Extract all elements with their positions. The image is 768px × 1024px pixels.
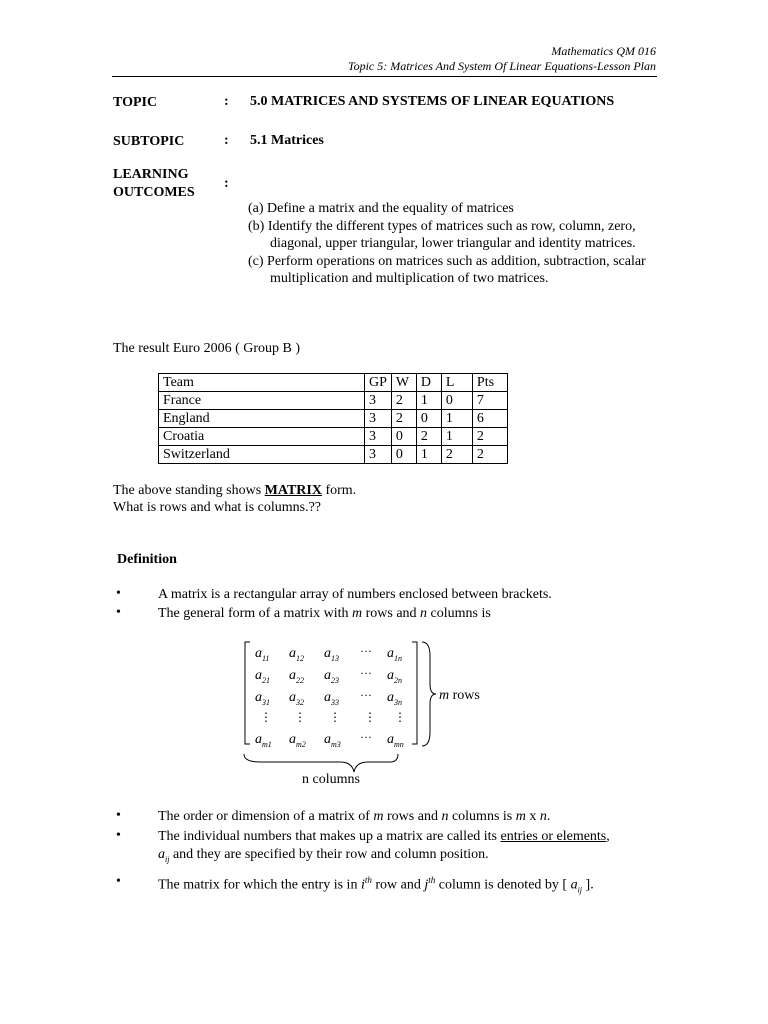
table-cell: 2 — [472, 446, 507, 464]
b2-m: m — [351, 606, 363, 621]
bullet-marker: • — [116, 586, 121, 601]
rows-columns-question: What is rows and what is columns.?? — [113, 500, 322, 515]
b5-text: ]. — [582, 877, 594, 893]
b5-a: a — [570, 877, 578, 893]
header-w: W — [391, 374, 416, 392]
table-cell: 1 — [441, 428, 472, 446]
table-cell: 0 — [391, 428, 416, 446]
table-cell: 3 — [365, 428, 392, 446]
matrix-hdots: ··· — [360, 644, 372, 658]
header-gp: GP — [365, 374, 392, 392]
b5-ij: ij — [577, 885, 583, 895]
b3-text: . — [546, 809, 551, 824]
bullet-1: A matrix is a rectangular array of numbers enclosed between brackets. — [158, 587, 552, 602]
outcome-b: (b) Identify the different types of matrices such as row, column, zero, diagonal, upper triangular, lower triangular and identity matrices. — [248, 218, 636, 251]
n-columns-label: n columns — [302, 772, 360, 787]
learning-label-line2: OUTCOMES — [113, 185, 195, 200]
matrix-vdots: ⋮ — [329, 710, 341, 724]
table-cell: 0 — [391, 446, 416, 464]
table-header-row — [159, 374, 508, 392]
table-cell: 6 — [472, 410, 507, 428]
b3-m: m — [373, 809, 384, 824]
matrix-entry: $a_{32}$ — [289, 690, 304, 707]
b4-text: The individual numbers that makes up a matrix are called its — [158, 829, 501, 844]
table-cell: 2 — [472, 428, 507, 446]
topic-value: 5.0 MATRICES AND SYSTEMS OF LINEAR EQUATIONS — [250, 94, 615, 109]
b3-text: The order or dimension of a matrix of — [158, 809, 374, 824]
b4-a: a — [158, 846, 165, 862]
m-rows-label: m rows — [439, 688, 480, 703]
table-cell: 2 — [391, 410, 416, 428]
b4-ij: ij — [165, 854, 170, 864]
header-pts: Pts — [472, 374, 507, 392]
subtopic-colon: : — [224, 133, 229, 148]
matrix-hdots: ··· — [360, 688, 372, 702]
header-course: Mathematics QM 016 — [551, 44, 656, 58]
matrix-vdots: ⋮ — [294, 710, 306, 724]
bullet-3 — [158, 808, 658, 826]
table-cell: 3 — [365, 392, 392, 410]
bullet-marker: • — [116, 828, 121, 843]
b3-n: n — [441, 809, 449, 824]
matrix-hdots: ··· — [360, 730, 372, 744]
matrix-entry: $a_{11}$ — [255, 646, 270, 663]
matrix-entry: $a_{33}$ — [324, 690, 339, 707]
b5-j: j — [424, 877, 429, 893]
matrix-entry: $a_{13}$ — [324, 646, 339, 663]
b5-i: i — [360, 877, 365, 893]
matrix-entry: $a_{m3}$ — [324, 732, 341, 749]
table-cell: 3 — [365, 446, 392, 464]
b5-text: column is denoted by [ — [435, 877, 571, 893]
outcome-c: (c) Perform operations on matrices such as addition, subtraction, scalar multiplication and multiplication of two matrices. — [248, 253, 646, 286]
table-cell: 2 — [441, 446, 472, 464]
table-row — [159, 410, 508, 428]
b4-text: and they are specified by their row and column position. — [169, 846, 489, 862]
table-cell: 1 — [441, 410, 472, 428]
b5-th: th — [428, 875, 436, 885]
matrix-entry: $a_{12}$ — [289, 646, 304, 663]
subtopic-value: 5.1 Matrices — [250, 133, 324, 148]
learning-outcomes-label — [113, 166, 195, 202]
header-l: L — [441, 374, 472, 392]
matrix-entry: $a_{3n}$ — [387, 690, 402, 707]
bullet-marker: • — [116, 874, 121, 889]
learning-outcomes-list — [248, 200, 668, 288]
table-cell: 2 — [416, 428, 441, 446]
b3-m2: m — [515, 809, 526, 824]
learning-label-line1: LEARNING — [113, 167, 189, 182]
standing-text — [113, 482, 356, 499]
header-d: D — [416, 374, 441, 392]
matrix-entry: $a_{31}$ — [255, 690, 270, 707]
matrix-entry: $a_{m2}$ — [289, 732, 306, 749]
subtopic-label: SUBTOPIC — [113, 134, 185, 149]
table-row — [159, 446, 508, 464]
euro-caption: The result Euro 2006 ( Group B ) — [113, 341, 301, 356]
table-cell: France — [159, 392, 365, 410]
bullet-4 — [158, 828, 658, 868]
standing-before: The above standing shows — [113, 483, 265, 498]
bullet-2 — [158, 605, 658, 623]
topic-colon: : — [224, 94, 229, 109]
learning-colon: : — [224, 176, 229, 191]
b2-text: rows and — [362, 606, 421, 621]
table-cell: 0 — [416, 410, 441, 428]
header-team: Team — [159, 374, 365, 392]
b2-text: columns is — [427, 606, 491, 621]
matrix-entry: $a_{23}$ — [324, 668, 339, 685]
table-row — [159, 428, 508, 446]
b3-text: columns is — [448, 809, 516, 824]
general-matrix — [240, 636, 500, 796]
table-cell: 1 — [416, 446, 441, 464]
table-cell: Switzerland — [159, 446, 365, 464]
definition-heading: Definition — [117, 552, 177, 567]
page-header — [348, 44, 656, 74]
bullet-marker: • — [116, 808, 121, 823]
matrix-entry: $a_{1n}$ — [387, 646, 402, 663]
standings-table — [158, 373, 508, 464]
b5-th: th — [364, 875, 372, 885]
matrix-vdots: ⋮ — [394, 710, 406, 724]
header-subtitle: Topic 5: Matrices And System Of Linear Equations-Lesson Plan — [348, 59, 656, 73]
b2-n: n — [420, 606, 428, 621]
table-row — [159, 392, 508, 410]
table-cell: Croatia — [159, 428, 365, 446]
matrix-vdots: ⋮ — [364, 710, 376, 724]
table-cell: 2 — [391, 392, 416, 410]
b3-x: x — [525, 809, 540, 824]
table-cell: 0 — [441, 392, 472, 410]
standing-after: form. — [321, 483, 357, 498]
matrix-entry: $a_{2n}$ — [387, 668, 402, 685]
b5-text: The matrix for which the entry is in — [158, 877, 361, 893]
header-rule — [112, 76, 657, 77]
matrix-entry: $a_{21}$ — [255, 668, 270, 685]
table-cell: 1 — [416, 392, 441, 410]
b4-text: , — [606, 829, 610, 844]
matrix-entry: $a_{mn}$ — [387, 732, 404, 749]
matrix-entry: $a_{m1}$ — [255, 732, 272, 749]
table-cell: 7 — [472, 392, 507, 410]
matrix-entry: $a_{22}$ — [289, 668, 304, 685]
bullet-marker: • — [116, 605, 121, 620]
b5-text: row and — [371, 877, 425, 893]
table-cell: 3 — [365, 410, 392, 428]
bullet-5 — [158, 872, 658, 899]
entries-or-elements-link: entries or elements — [500, 829, 607, 844]
matrix-emphasis: MATRIX — [264, 483, 322, 498]
table-cell: England — [159, 410, 365, 428]
topic-label: TOPIC — [113, 95, 158, 110]
b3-n2: n — [539, 809, 547, 824]
b3-text: rows and — [383, 809, 442, 824]
matrix-vdots: ⋮ — [260, 710, 272, 724]
outcome-a: (a) Define a matrix and the equality of matrices — [248, 201, 514, 216]
matrix-hdots: ··· — [360, 666, 372, 680]
b2-text: The general form of a matrix with — [158, 606, 352, 621]
